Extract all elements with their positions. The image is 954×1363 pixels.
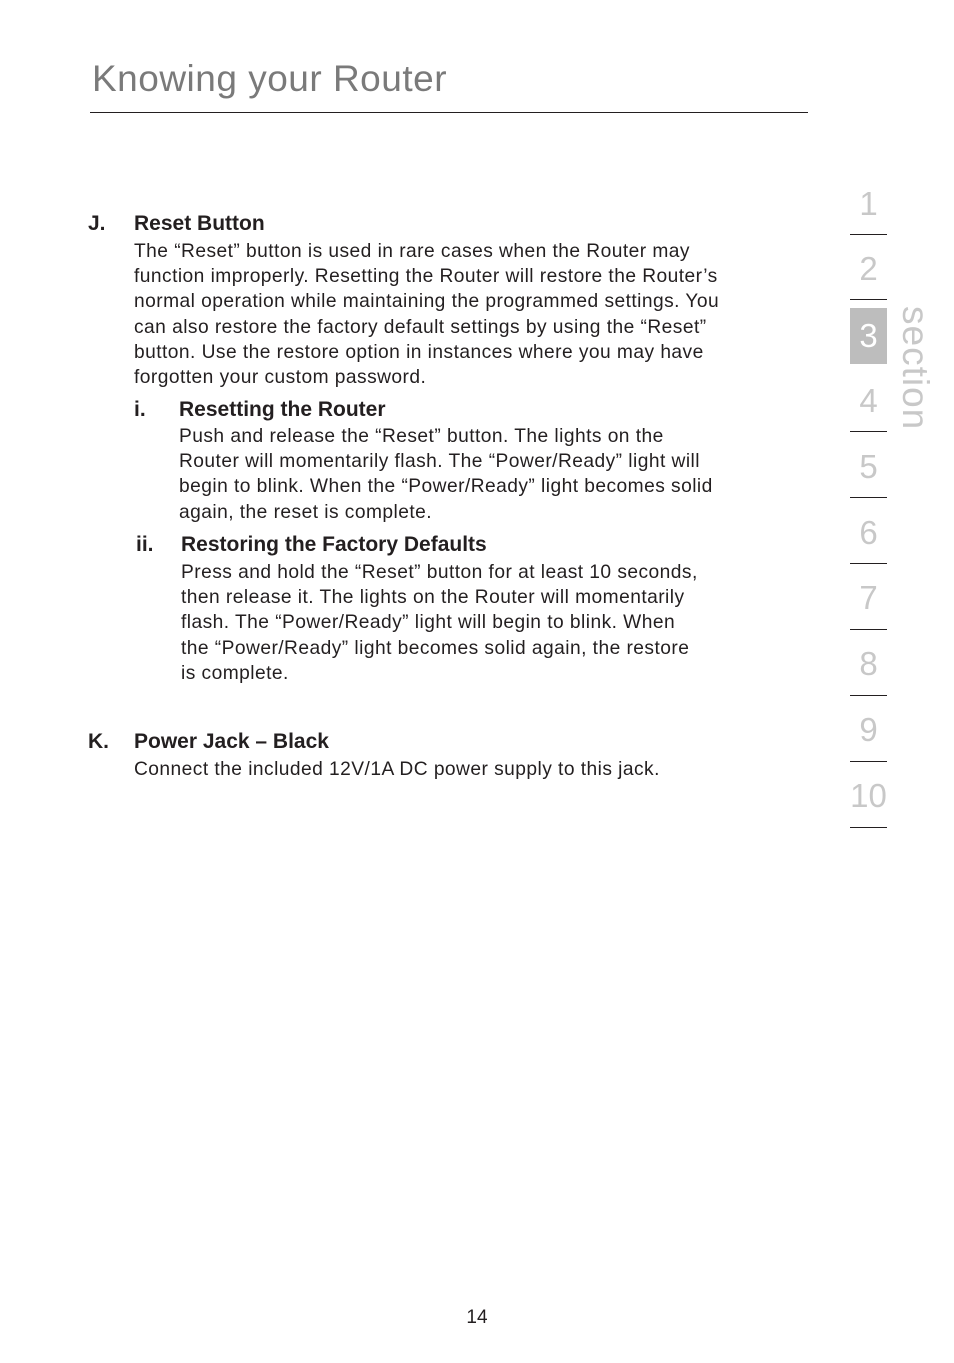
text-line: Connect the included 12V/1A DC power supply to this jack.	[134, 759, 660, 780]
text-line: flash. The “Power/Ready” light will begin to blink. When	[181, 612, 676, 634]
text-line: then release it. The lights on the Router will momentarily	[181, 587, 685, 609]
section-nav-3-active[interactable]: 3	[850, 308, 887, 364]
subitem-i-body	[179, 424, 713, 525]
nav-divider	[850, 497, 887, 498]
page-number: 14	[466, 1307, 488, 1328]
subitem-ii-body	[181, 560, 698, 686]
nav-divider	[850, 299, 887, 300]
nav-divider	[850, 431, 887, 432]
text-line: normal operation while maintaining the programmed settings. You	[134, 291, 720, 313]
text-line: Push and release the “Reset” button. The lights on the	[179, 426, 664, 447]
nav-divider	[850, 629, 887, 630]
section-nav-4[interactable]: 4	[859, 382, 878, 419]
nav-divider	[850, 234, 887, 235]
text-line: can also restore the factory default settings by using the “Reset”	[134, 316, 707, 338]
nav-divider	[850, 761, 887, 762]
nav-divider	[850, 695, 887, 696]
text-line: function improperly. Resetting the Router will restore the Router’s	[134, 266, 718, 288]
text-line: forgotten your custom password.	[134, 367, 427, 389]
section-nav-2[interactable]: 2	[859, 250, 878, 287]
page-title: Knowing your Router	[92, 58, 448, 99]
text-line: is complete.	[181, 662, 289, 684]
section-nav-5[interactable]: 5	[859, 448, 878, 485]
section-nav-8[interactable]: 8	[859, 645, 878, 682]
item-k-body	[134, 757, 660, 782]
subitem-ii-numeral: ii.	[136, 533, 154, 556]
item-k-title: Power Jack – Black	[134, 730, 329, 753]
nav-divider	[850, 563, 887, 564]
section-nav-7[interactable]: 7	[859, 579, 878, 616]
text-line: Router will momentarily flash. The “Power/Ready” light will	[179, 451, 700, 473]
section-label: section	[895, 306, 936, 431]
text-line: begin to blink. When the “Power/Ready” light becomes solid	[179, 476, 713, 498]
text-line: the “Power/Ready” light becomes solid again, the restore	[181, 637, 690, 659]
item-j-body	[134, 239, 719, 390]
text-line: Press and hold the “Reset” button for at least 10 seconds,	[181, 562, 698, 583]
subitem-ii-title: Restoring the Factory Defaults	[181, 533, 487, 556]
nav-divider	[850, 827, 887, 828]
section-nav-9[interactable]: 9	[859, 711, 878, 748]
item-k-letter: K.	[88, 730, 109, 753]
section-nav-10[interactable]: 10	[850, 777, 887, 814]
section-nav-1[interactable]: 1	[859, 185, 878, 222]
item-j-title: Reset Button	[134, 212, 265, 235]
title-divider	[90, 112, 808, 113]
text-line: The “Reset” button is used in rare cases when the Router may	[134, 241, 690, 262]
section-nav-6[interactable]: 6	[859, 514, 878, 551]
text-line: button. Use the restore option in instances where you may have	[134, 341, 704, 363]
text-line: again, the reset is complete.	[179, 501, 433, 523]
subitem-i-numeral: i.	[134, 398, 146, 421]
subitem-i-title: Resetting the Router	[179, 398, 386, 421]
item-j-letter: J.	[88, 212, 106, 235]
